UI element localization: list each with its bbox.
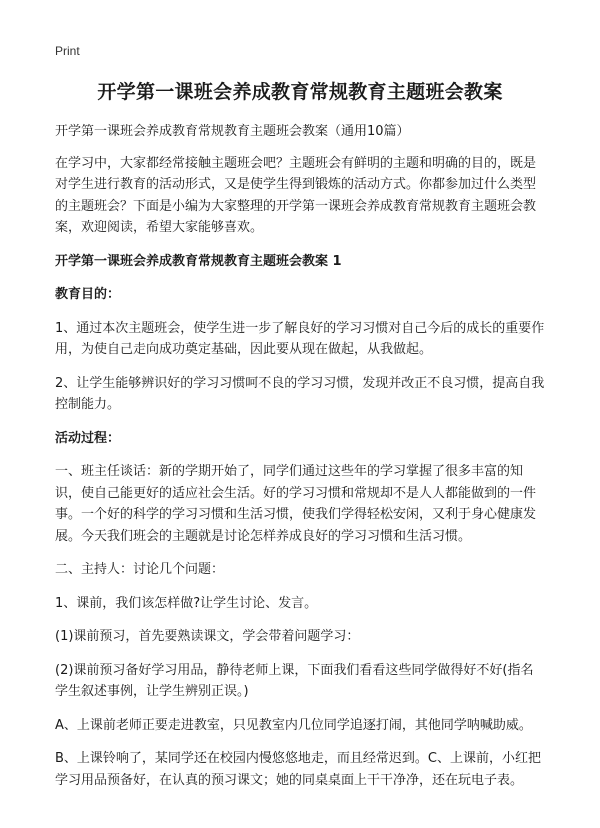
process-heading: 活动过程： (55, 430, 121, 446)
goal-heading: 教育目的： (55, 287, 121, 302)
page-title: 开学第一课班会养成教育常规教育主题班会教案 (97, 81, 503, 103)
process-paragraph-1: 一、班主任谈话：新的学期开始了，同学们通过这些年的学习掌握了很多丰富的知识，使自己能更好的适应社会生活。好的学习习惯和常规却不是人人都能做到的一件事。一个好的科学的学习习惯和生活习惯，使我们学得轻松安闲，又利于身心健康发展。今天我们班会的主题就是讨论怎样养成良好的学习习惯和生活习惯。 (55, 464, 537, 544)
process-paragraph-5: (2)课前预习备好学习用品，静待老师上课，下面我们看看这些同学做得好不好(指名学生叙述事例，让学生辨别正误。) (55, 662, 534, 699)
process-paragraph-2: 二、主持人：讨论几个问题： (55, 562, 225, 577)
document-body (55, 121, 545, 791)
section-heading: 开学第一课班会养成教育常规教育主题班会教案 1 (55, 253, 342, 269)
goal-paragraph-1: 1、通过本次主题班会，使学生进一步了解良好的学习习惯对自己今后的成长的重要作用，为使自己走向成功奠定基础，因此要从现在做起，从我做起。 (55, 320, 545, 357)
intro-paragraph: 在学习中，大家都经常接触主题班会吧？主题班会有鲜明的主题和明确的目的，既是对学生进行教育的活动形式，又是使学生得到锻炼的活动方式。你都参加过什么类型的主题班会？下面是小编为大家整理的开学第一课班会养成教育常规教育主题班会教案，欢迎阅读，希望大家能够喜欢。 (55, 155, 537, 235)
process-paragraph-4: (1)课前预习，首先要熟读课文，学会带着问题学习： (55, 629, 360, 644)
process-paragraph-6: A、上课前老师正要走进教室，只见教室内几位同学追逐打闹，其他同学呐喊助威。 (55, 717, 532, 733)
process-paragraph-3: 1、课前，我们该怎样做?让学生讨论、发言。 (55, 595, 318, 611)
subtitle: 开学第一课班会养成教育常规教育主题班会教案（通用10篇） (55, 124, 410, 139)
process-paragraph-7: B、上课铃响了，某同学还在校园内慢悠悠地走，而且经常迟到。C、上课前，小红把学习用品预备好，在认真的预习课文；她的同桌桌面上干干净净，还在玩电子表。 (55, 751, 541, 788)
print-label[interactable]: Print (55, 44, 80, 58)
goal-paragraph-2: 2、让学生能够辨识好的学习习惯呵不良的学习习惯，发现并改正不良习惯，提高自我控制能力。 (55, 375, 545, 412)
